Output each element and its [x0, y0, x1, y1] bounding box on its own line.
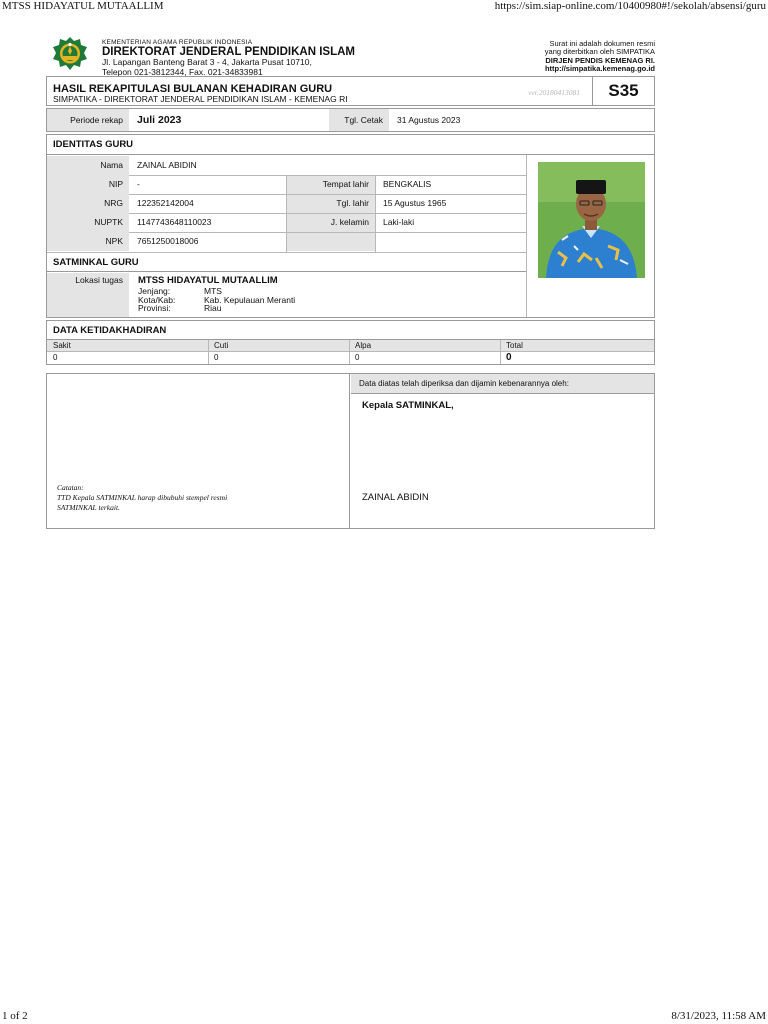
report-version: ver.20180413081: [528, 88, 580, 97]
print-header-url: https://sim.siap-online.com/10400980#!/sekolah/absensi/guru: [494, 0, 766, 12]
absence-leave-value: 0: [214, 353, 219, 362]
kemenag-logo-icon: [52, 36, 88, 72]
absence-header-row: [47, 340, 654, 352]
period-label: Periode rekap: [47, 109, 129, 131]
column-divider: [349, 340, 350, 364]
page-number: 1 of 2: [2, 1010, 28, 1022]
print-header-title: MTSS HIDAYATUL MUTAALLIM: [2, 0, 164, 12]
report-code: S35: [592, 77, 654, 105]
print-header: [0, 0, 768, 14]
gender-label: J. kelamin: [287, 213, 375, 232]
birthplace-label: Tempat lahir: [287, 175, 375, 194]
institution-phone: Telepon 021-3812344, Fax. 021-34833981: [102, 66, 263, 77]
signature-panel: [351, 374, 654, 528]
directorate-name: DIREKTORAT JENDERAL PENDIDIKAN ISLAM: [102, 46, 356, 59]
nrg-value: 122352142004: [137, 198, 194, 208]
official-notice: [545, 40, 655, 74]
column-divider: [286, 175, 287, 252]
column-divider: [208, 340, 209, 364]
signature-section: [46, 373, 655, 529]
row-divider: [129, 194, 527, 195]
absence-section-title: DATA KETIDAKHADIRAN: [47, 321, 654, 340]
notes-panel: [47, 374, 350, 528]
notice-line-3: DIRJEN PENDIS KEMENAG RI.: [545, 55, 655, 65]
location-label: Lokasi tugas: [47, 273, 129, 317]
nuptk-label: NUPTK: [47, 213, 129, 232]
print-date-value: 31 Agustus 2023: [397, 115, 461, 125]
gender-value: Laki-laki: [383, 217, 415, 227]
npk-value: 7651250018006: [137, 236, 199, 246]
absence-header-leave: Cuti: [214, 341, 229, 350]
print-datetime: 8/31/2023, 11:58 AM: [671, 1010, 766, 1022]
identity-section: [46, 134, 655, 318]
nip-value: -: [137, 179, 140, 189]
institution-address: Jl. Lapangan Banteng Barat 3 - 4, Jakarta Pusat 10710,: [102, 57, 312, 68]
column-divider: [500, 340, 501, 364]
period-value: Juli 2023: [137, 114, 182, 126]
ministry-name: KEMENTERIAN AGAMA REPUBLIK INDONESIA: [102, 39, 253, 46]
identity-section-title: IDENTITAS GURU: [47, 135, 654, 155]
absence-header-total: Total: [506, 341, 523, 350]
institution-info: [102, 39, 355, 77]
absence-total-value: 0: [506, 352, 512, 363]
npk-label: NPK: [47, 232, 129, 251]
birthplace-value: BENGKALIS: [383, 179, 432, 189]
note-title: Catatan:: [57, 483, 84, 492]
absence-table: [47, 340, 654, 364]
level-label: Jenjang:: [138, 286, 171, 296]
empty-label-cell: [287, 232, 375, 251]
nip-label: NIP: [47, 175, 129, 194]
birthdate-label: Tgl. lahir: [287, 194, 375, 213]
signer-name: ZAINAL ABIDIN: [362, 492, 429, 503]
absence-value-row: [47, 353, 654, 364]
print-footer: [0, 1010, 768, 1024]
report-title: HASIL REKAPITULASI BULANAN KEHADIRAN GURU: [53, 83, 333, 95]
absence-absent-value: 0: [355, 353, 360, 362]
notice-line-1: Surat ini adalah dokumen resmi: [549, 39, 655, 48]
absence-section: [46, 320, 655, 365]
nrg-label: NRG: [47, 194, 129, 213]
satminkal-section: [47, 253, 527, 317]
row-divider: [129, 232, 527, 233]
level-value: MTS: [204, 286, 222, 296]
teacher-photo: [538, 162, 645, 278]
letterhead: [46, 34, 655, 77]
row-divider: [129, 213, 527, 214]
notice-line-4: http://simpatika.kemenag.go.id: [544, 64, 655, 74]
teacher-portrait-image: [538, 162, 645, 278]
note-line-1: TTD Kepala SATMINKAL harap dibubuhi stempel resmi: [57, 493, 228, 503]
school-details: [138, 287, 295, 313]
column-divider: [375, 175, 376, 252]
report-document: [46, 34, 655, 529]
column-divider: [526, 155, 527, 253]
absence-sick-value: 0: [53, 353, 58, 362]
period-row: [46, 108, 655, 132]
province-label: Provinsi:: [138, 303, 171, 314]
satminkal-section-title: SATMINKAL GURU: [47, 253, 526, 272]
city-label: Kota/Kab:: [138, 294, 176, 305]
province-value: Riau: [204, 303, 222, 314]
notice-line-2: yang diterbitkan oleh SIMPATIKA: [544, 47, 655, 57]
name-value: ZAINAL ABIDIN: [137, 160, 197, 170]
note-line-2: SATMINKAL terkait.: [57, 503, 120, 513]
notes-text: [57, 483, 227, 513]
signer-role: Kepala SATMINKAL,: [362, 400, 454, 411]
verification-text: Data diatas telah diperiksa dan dijamin kebenarannya oleh:: [351, 374, 654, 394]
school-name: MTSS HIDAYATUL MUTAALLIM: [138, 275, 278, 286]
nuptk-value: 1147743648110023: [137, 217, 212, 227]
absence-header-sick: Sakit: [53, 341, 71, 350]
birthdate-value: 15 Agustus 1965: [383, 198, 447, 208]
absence-header-absent: Alpa: [355, 341, 372, 350]
report-title-box: [46, 76, 655, 106]
row-divider: [129, 175, 527, 176]
print-date-label: Tgl. Cetak: [329, 109, 389, 131]
city-value: Kab. Kepulauan Meranti: [204, 294, 296, 305]
name-label: Nama: [47, 156, 129, 175]
report-subtitle: SIMPATIKA - DIREKTORAT JENDERAL PENDIDIKAN ISLAM - KEMENAG RI: [53, 94, 348, 104]
